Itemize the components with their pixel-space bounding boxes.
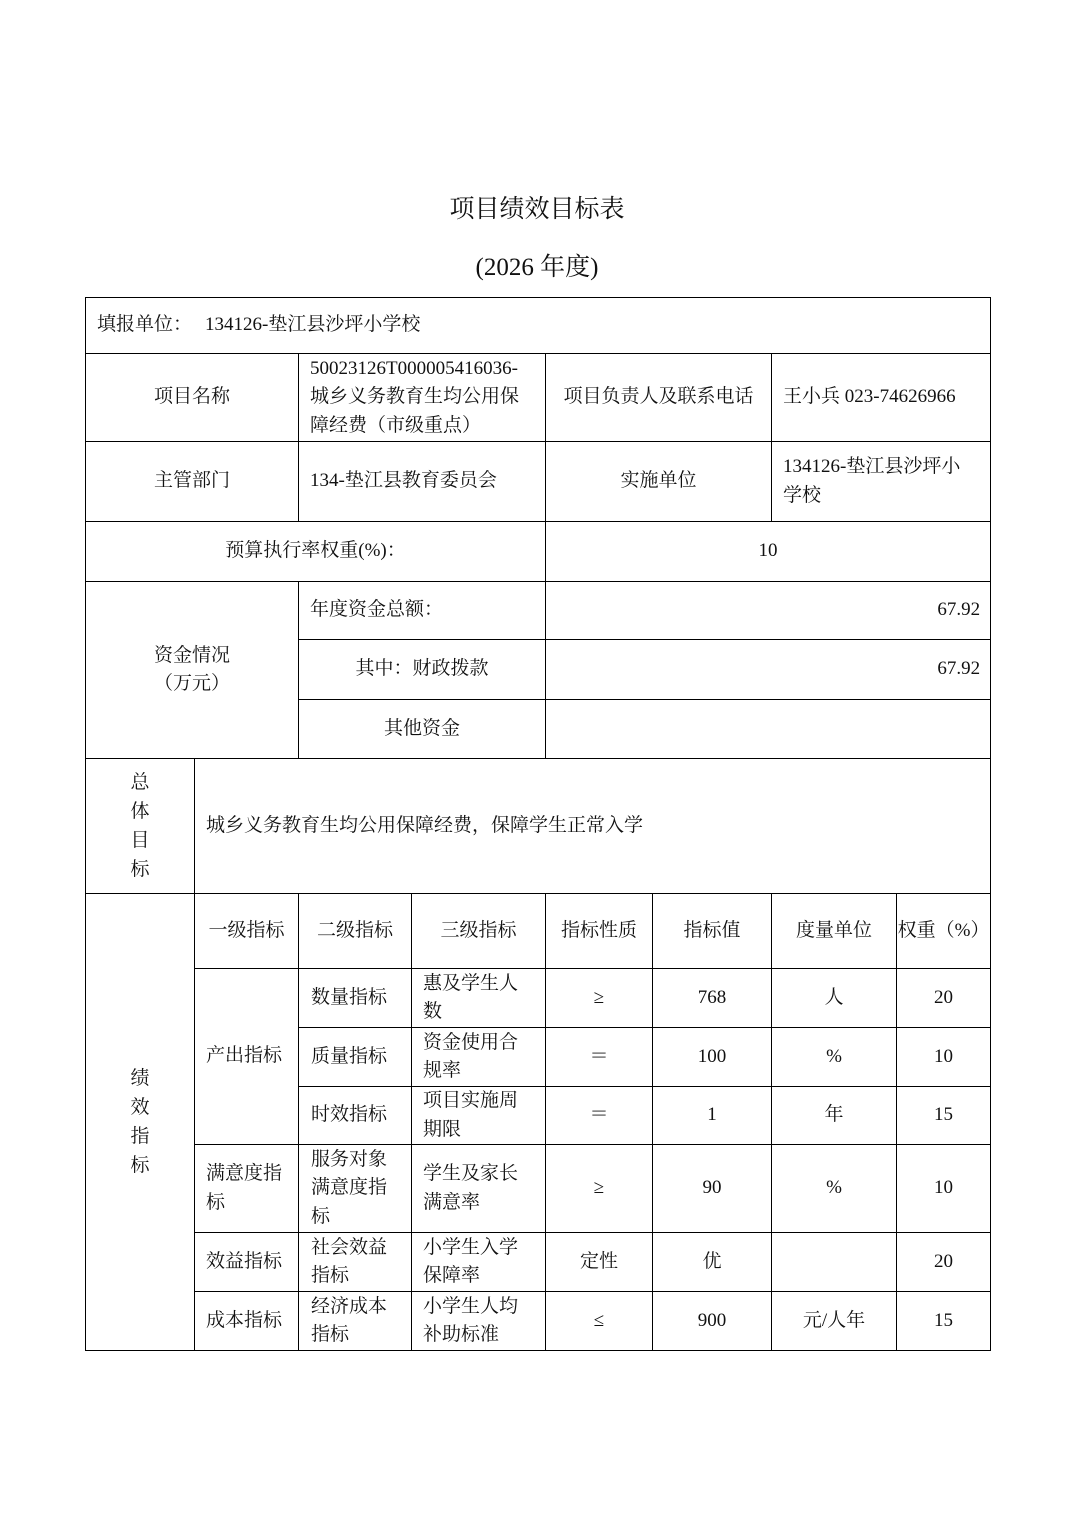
indicator-unit [772,1233,897,1292]
table-body [86,298,991,1351]
funds-total-label: 年度资金总额： [299,582,546,640]
level1-indicator: 成本指标 [195,1292,299,1351]
project-contact-label: 项目负责人及联系电话 [546,354,772,442]
indicator-value: 优 [653,1233,772,1292]
level2-indicator: 质量指标 [299,1028,412,1087]
indicator-unit: % [772,1145,897,1233]
department-row [86,442,991,522]
overall-goal-label: 总体目标 [130,771,150,880]
reporting-unit-value: 134126-垫江县沙坪小学校 [205,314,421,336]
indicator-nature: ≥ [546,1145,653,1233]
indicator-weight: 10 [897,1028,991,1087]
project-name-value: 50023126T000005416036-城乡义务教育生均公用保障经费（市级重点） [299,354,546,442]
indicator-weight: 20 [897,969,991,1028]
implementing-unit-value: 134126-垫江县沙坪小学校 [772,442,991,522]
level1-indicator: 效益指标 [195,1233,299,1292]
reporting-unit-row [86,298,991,354]
level3-indicator: 小学生人均补助标准 [412,1292,546,1351]
funds-label: 资金情况 [153,644,230,666]
implementing-unit-label: 实施单位 [546,442,772,522]
indicator-unit: 元/人年 [772,1292,897,1351]
indicator-value: 90 [653,1145,772,1233]
form-title: 项目绩效目标表 [449,196,625,223]
performance-target-table [85,297,991,1351]
indicators-label: 绩效指标 [130,1067,150,1176]
funds-other-value [546,700,991,759]
column-header: 度量单位 [772,894,897,969]
level3-indicator: 项目实施周期限 [412,1087,546,1145]
indicator-weight: 15 [897,1292,991,1351]
level1-indicator: 满意度指标 [195,1145,299,1233]
level2-indicator: 经济成本指标 [299,1292,412,1351]
funds-fiscal-label: 其中：财政拨款 [299,640,546,700]
budget-weight-value: 10 [546,522,991,582]
reporting-unit-label: 填报单位： [97,314,193,336]
column-header: 二级指标 [299,894,412,969]
indicator-nature: ＝ [546,1087,653,1145]
indicator-unit: 人 [772,969,897,1028]
level3-indicator: 小学生入学保障率 [412,1233,546,1292]
overall-goal-row [86,759,991,894]
overall-goal-label-cell [86,759,195,894]
funds-fiscal-value: 67.92 [546,640,991,700]
funds-label-cell [86,582,299,759]
level1-indicator: 产出指标 [195,969,299,1145]
form-year: (2026 年度) [475,254,599,281]
level2-indicator: 时效指标 [299,1087,412,1145]
indicator-header-row [86,894,991,969]
column-header: 三级指标 [412,894,546,969]
indicator-weight: 20 [897,1233,991,1292]
column-header: 指标性质 [546,894,653,969]
department-value: 134-垫江县教育委员会 [299,442,546,522]
indicator-nature: ≤ [546,1292,653,1351]
indicator-weight: 15 [897,1087,991,1145]
column-header: 指标值 [653,894,772,969]
indicators-label-cell [86,894,195,1351]
level2-indicator: 数量指标 [299,969,412,1028]
funds-total-value: 67.92 [546,582,991,640]
indicator-value: 768 [653,969,772,1028]
table-row [86,1292,991,1351]
department-label: 主管部门 [86,442,299,522]
funds-total-row [86,582,991,640]
funds-other-label: 其他资金 [299,700,546,759]
table-row [86,1145,991,1233]
column-header: 一级指标 [195,894,299,969]
indicator-value: 1 [653,1087,772,1145]
indicator-weight: 10 [897,1145,991,1233]
indicator-value: 100 [653,1028,772,1087]
table-row [86,1233,991,1292]
indicator-unit: % [772,1028,897,1087]
project-name-row [86,354,991,442]
table-row [86,969,991,1028]
project-contact-value: 王小兵 023-74626966 [772,354,991,442]
budget-weight-label: 预算执行率权重(%)： [86,522,546,582]
overall-goal-text: 城乡义务教育生均公用保障经费，保障学生正常入学 [195,759,991,894]
level3-indicator: 惠及学生人数 [412,969,546,1028]
indicator-value: 900 [653,1292,772,1351]
level3-indicator: 资金使用合规率 [412,1028,546,1087]
level2-indicator: 服务对象满意度指标 [299,1145,412,1233]
reporting-unit-cell [86,298,991,354]
budget-weight-row [86,522,991,582]
funds-unit: （万元） [153,673,230,694]
indicator-unit: 年 [772,1087,897,1145]
level2-indicator: 社会效益指标 [299,1233,412,1292]
indicator-nature: 定性 [546,1233,653,1292]
project-name-label: 项目名称 [86,354,299,442]
column-header: 权重（%） [897,894,991,969]
indicator-nature: ≥ [546,969,653,1028]
indicator-nature: ＝ [546,1028,653,1087]
level3-indicator: 学生及家长满意率 [412,1145,546,1233]
